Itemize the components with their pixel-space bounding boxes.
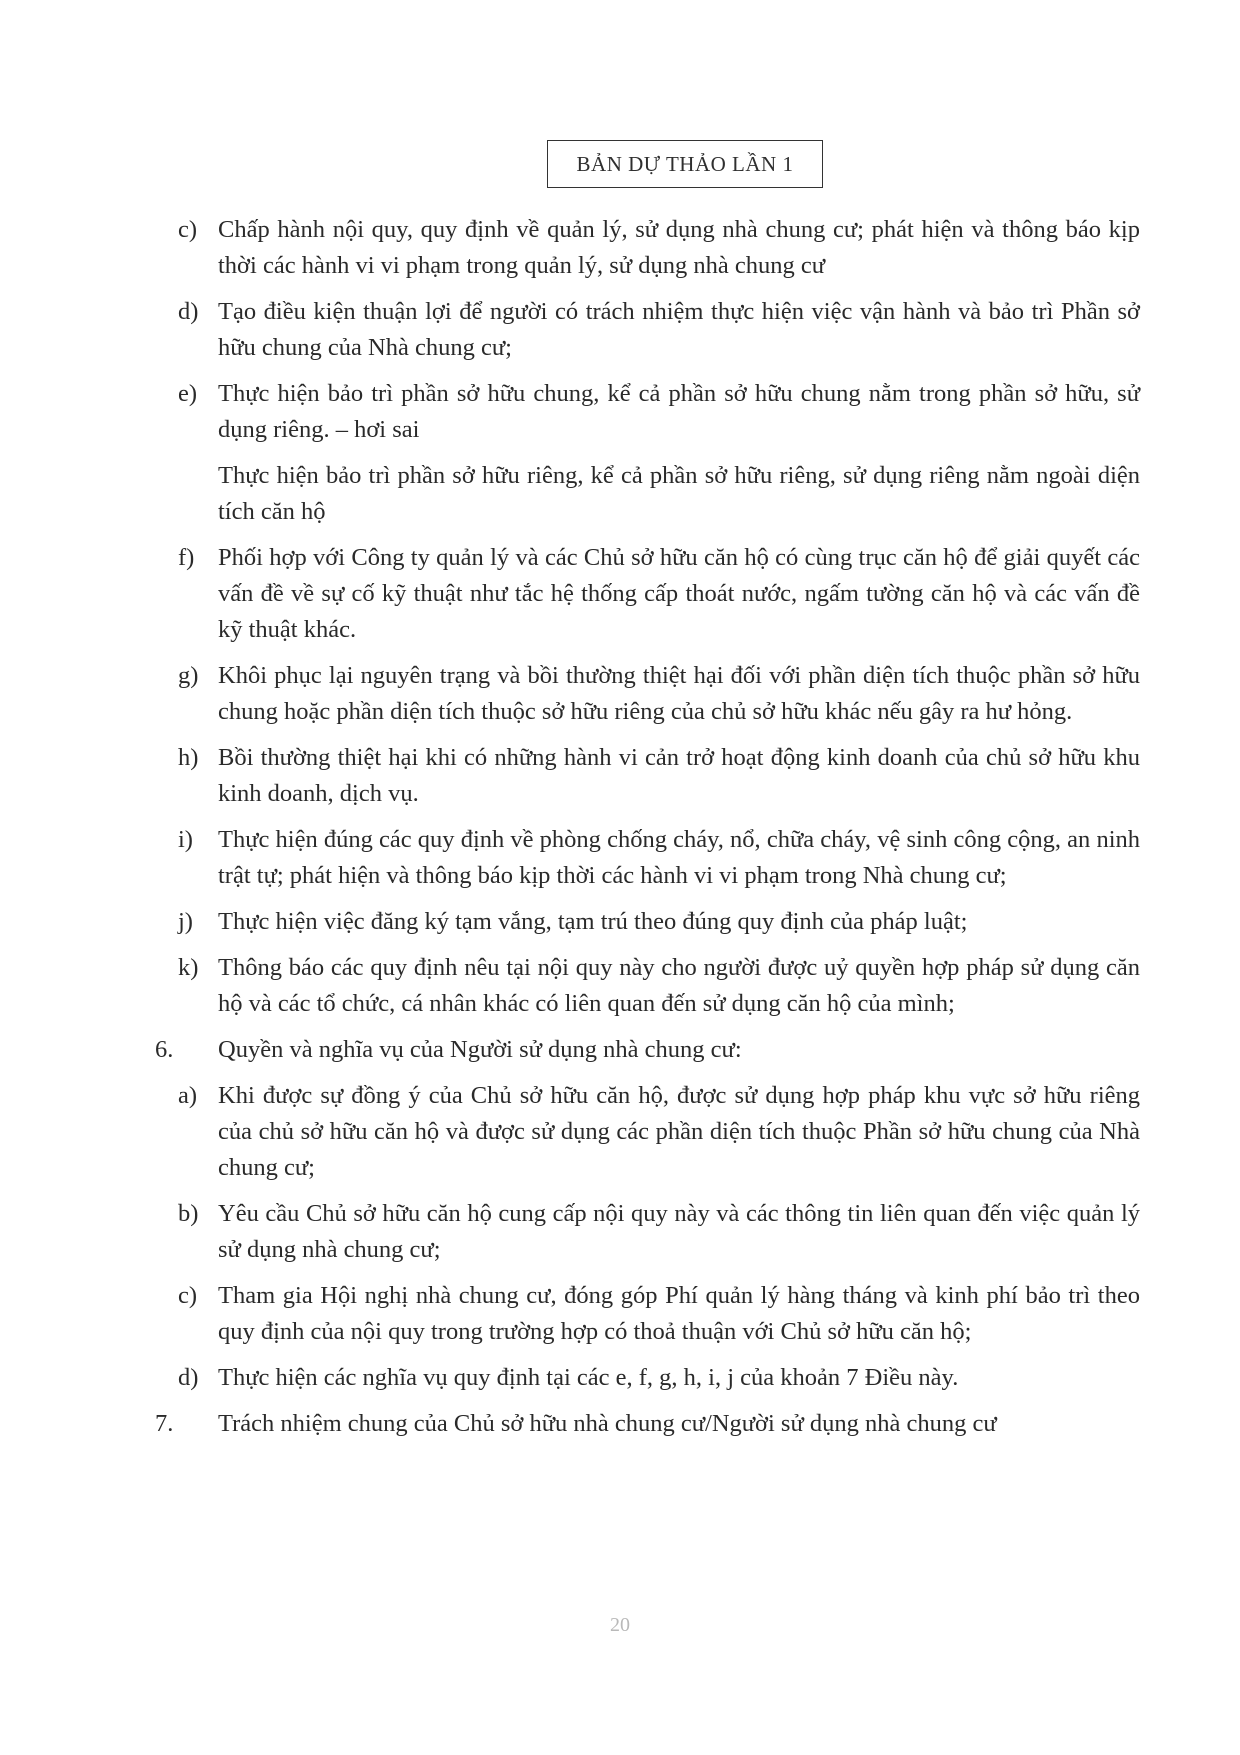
item-marker: d) — [178, 298, 199, 325]
item-text: Khi được sự đồng ý của Chủ sở hữu căn hộ, được sử dụng hợp pháp khu vực sở hữu riêng của chủ sở hữu căn hộ và được sử dụng các phần diện tích thuộc Phần sở hữu chung của Nhà chung cư; — [218, 1082, 1140, 1181]
item-marker: b) — [178, 1200, 199, 1227]
list-item-g — [150, 658, 1140, 730]
item-marker: j) — [178, 908, 193, 935]
item-marker: c) — [178, 1282, 198, 1309]
list-item-f — [150, 540, 1140, 648]
section-6-item-b — [150, 1196, 1140, 1268]
section-title: Trách nhiệm chung của Chủ sở hữu nhà chung cư/Người sử dụng nhà chung cư — [218, 1410, 997, 1437]
item-marker: h) — [178, 744, 199, 771]
section-6-item-d — [150, 1360, 1140, 1396]
item-text: Thông báo các quy định nêu tại nội quy này cho người được uỷ quyền hợp pháp sử dụng căn hộ và các tổ chức, cá nhân khác có liên quan đến sử dụng căn hộ của mình; — [218, 954, 1140, 1017]
item-marker: e) — [178, 380, 198, 407]
list-item-d — [150, 294, 1140, 366]
item-text: Tham gia Hội nghị nhà chung cư, đóng góp Phí quản lý hàng tháng và kinh phí bảo trì theo quy định của nội quy trong trường hợp có thoả thuận với Chủ sở hữu căn hộ; — [218, 1282, 1140, 1345]
item-text: Thực hiện đúng các quy định về phòng chống cháy, nổ, chữa cháy, vệ sinh công cộng, an ninh trật tự; phát hiện và thông báo kịp thời các hành vi vi phạm trong Nhà chung cư; — [218, 826, 1140, 889]
item-text: Khôi phục lại nguyên trạng và bồi thường thiệt hại đối với phần diện tích thuộc phần sở hữu chung hoặc phần diện tích thuộc sở hữu riêng của chủ sở hữu khác nếu gây ra hư hỏng. — [218, 662, 1140, 725]
item-text: Yêu cầu Chủ sở hữu căn hộ cung cấp nội quy này và các thông tin liên quan đến việc quản lý sử dụng nhà chung cư; — [218, 1200, 1140, 1263]
item-text: Tạo điều kiện thuận lợi để người có trách nhiệm thực hiện việc vận hành và bảo trì Phần sở hữu chung của Nhà chung cư; — [218, 298, 1140, 361]
list-item-e — [150, 376, 1140, 448]
list-item-h — [150, 740, 1140, 812]
item-marker: i) — [178, 826, 193, 853]
item-text: Phối hợp với Công ty quản lý và các Chủ sở hữu căn hộ có cùng trục căn hộ để giải quyết các vấn đề về sự cố kỹ thuật như tắc hệ thống cấp thoát nước, ngấm tường căn hộ và các vấn đề kỹ thuật khác. — [218, 544, 1140, 643]
draft-label: BẢN DỰ THẢO LẦN 1 — [576, 151, 794, 176]
item-marker: k) — [178, 954, 199, 981]
list-item-j — [150, 904, 1140, 940]
section-7-heading — [150, 1406, 1140, 1442]
item-marker: g) — [178, 662, 199, 689]
section-marker: 7. — [155, 1410, 174, 1437]
list-item-i — [150, 822, 1140, 894]
section-6-heading — [150, 1032, 1140, 1068]
list-item-k — [150, 950, 1140, 1022]
item-text: Thực hiện việc đăng ký tạm vắng, tạm trú theo đúng quy định của pháp luật; — [218, 908, 968, 935]
item-text: Thực hiện bảo trì phần sở hữu chung, kể cả phần sở hữu chung nằm trong phần sở hữu, sử dụng riêng. – hơi sai — [218, 380, 1140, 443]
item-text: Thực hiện các nghĩa vụ quy định tại các e, f, g, h, i, j của khoản 7 Điều này. — [218, 1364, 959, 1391]
draft-label-box — [547, 140, 823, 188]
list-item-e-note — [150, 458, 1140, 530]
section-6-item-c — [150, 1278, 1140, 1350]
list-item-c — [150, 212, 1140, 284]
item-text: Bồi thường thiệt hại khi có những hành vi cản trở hoạt động kinh doanh của chủ sở hữu khu kinh doanh, dịch vụ. — [218, 744, 1140, 807]
section-6-item-a — [150, 1078, 1140, 1186]
item-marker: d) — [178, 1364, 199, 1391]
item-text: Thực hiện bảo trì phần sở hữu riêng, kể cả phần sở hữu riêng, sử dụng riêng nằm ngoài diện tích căn hộ — [218, 462, 1140, 525]
page-number: 20 — [610, 1614, 630, 1636]
item-marker: a) — [178, 1082, 198, 1109]
section-title: Quyền và nghĩa vụ của Người sử dụng nhà chung cư: — [218, 1036, 742, 1063]
document-body — [150, 212, 1140, 1452]
item-marker: c) — [178, 216, 198, 243]
item-text: Chấp hành nội quy, quy định về quản lý, sử dụng nhà chung cư; phát hiện và thông báo kịp thời các hành vi vi phạm trong quản lý, sử dụng nhà chung cư — [218, 216, 1140, 279]
section-marker: 6. — [155, 1036, 174, 1063]
item-marker: f) — [178, 544, 195, 571]
